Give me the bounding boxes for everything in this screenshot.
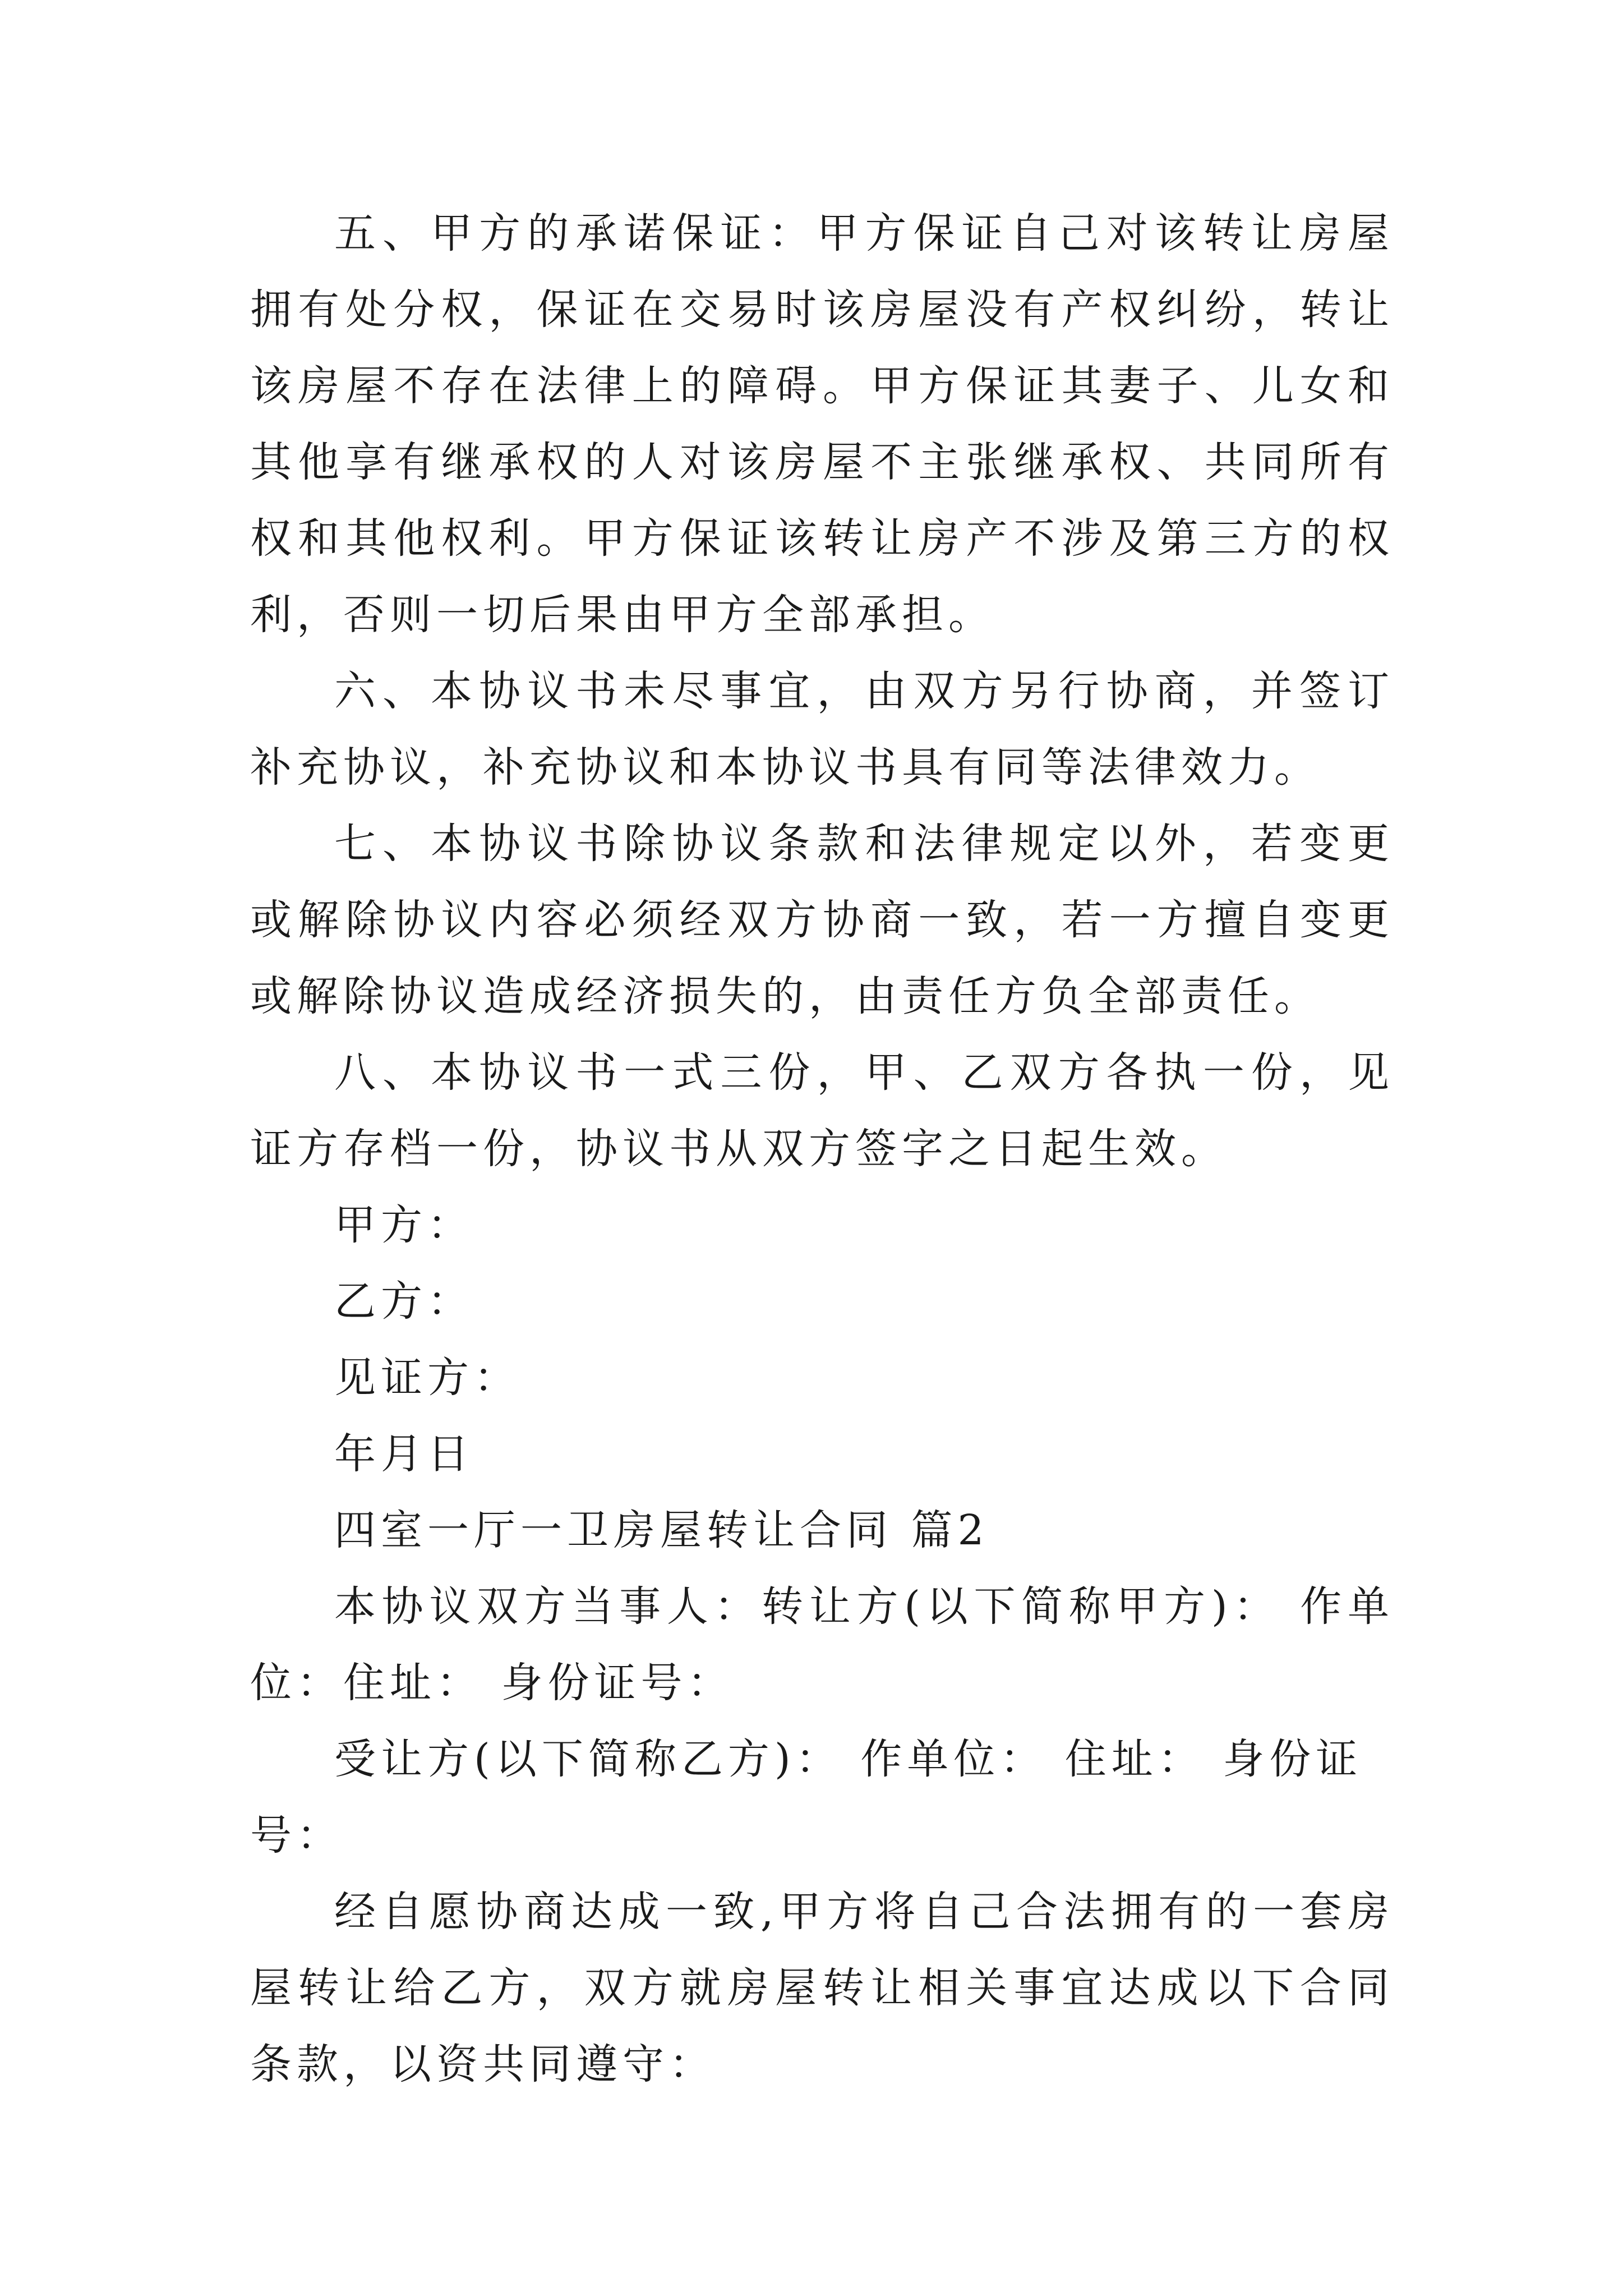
party-b-signature-line: 乙方： (334, 1277, 474, 1326)
transferee-line: 受让方(以下简称乙方)： 作单位： 住址： 身份证号： (250, 1735, 1363, 1860)
preamble-paragraph: 经自愿协商达成一致,甲方将自己合法拥有的一套房屋转让给乙方，双方就房屋转让相关事宜达成以下合同条款，以资共同遵守： (250, 1888, 1394, 2088)
clause-6-paragraph: 六、本协议书未尽事宜，由双方另行协商，并签订补充协议，补充协议和本协议书具有同等法律效力。 (250, 667, 1394, 792)
clause-8-paragraph: 八、本协议书一式三份，甲、乙双方各执一份，见证方存档一份，协议书从双方签字之日起生效。 (250, 1048, 1394, 1173)
clause-5-paragraph: 五、甲方的承诺保证：甲方保证自己对该转让房屋拥有处分权，保证在交易时该房屋没有产权纠纷，转让该房屋不存在法律上的障碍。甲方保证其妻子、儿女和其他享有继承权的人对该房屋不主张继承权、共同所有权和其他权利。甲方保证该转让房产不涉及第三方的权利，否则一切后果由甲方全部承担。 (250, 209, 1394, 639)
parties-intro-paragraph: 本协议双方当事人：转让方(以下简称甲方)： 作单位：住址： 身份证号： (250, 1582, 1394, 1707)
witness-signature-line: 见证方： (334, 1354, 520, 1402)
document-body (250, 195, 1394, 2102)
date-line: 年月日 (334, 1430, 474, 1478)
party-a-signature-line: 甲方： (334, 1201, 474, 1249)
clause-7-paragraph: 七、本协议书除协议条款和法律规定以外，若变更或解除协议内容必须经双方协商一致，若一方擅自变更或解除协议造成经济损失的，由责任方负全部责任。 (250, 820, 1394, 1020)
section-title: 四室一厅一卫房屋转让合同 篇2 (334, 1506, 989, 1554)
